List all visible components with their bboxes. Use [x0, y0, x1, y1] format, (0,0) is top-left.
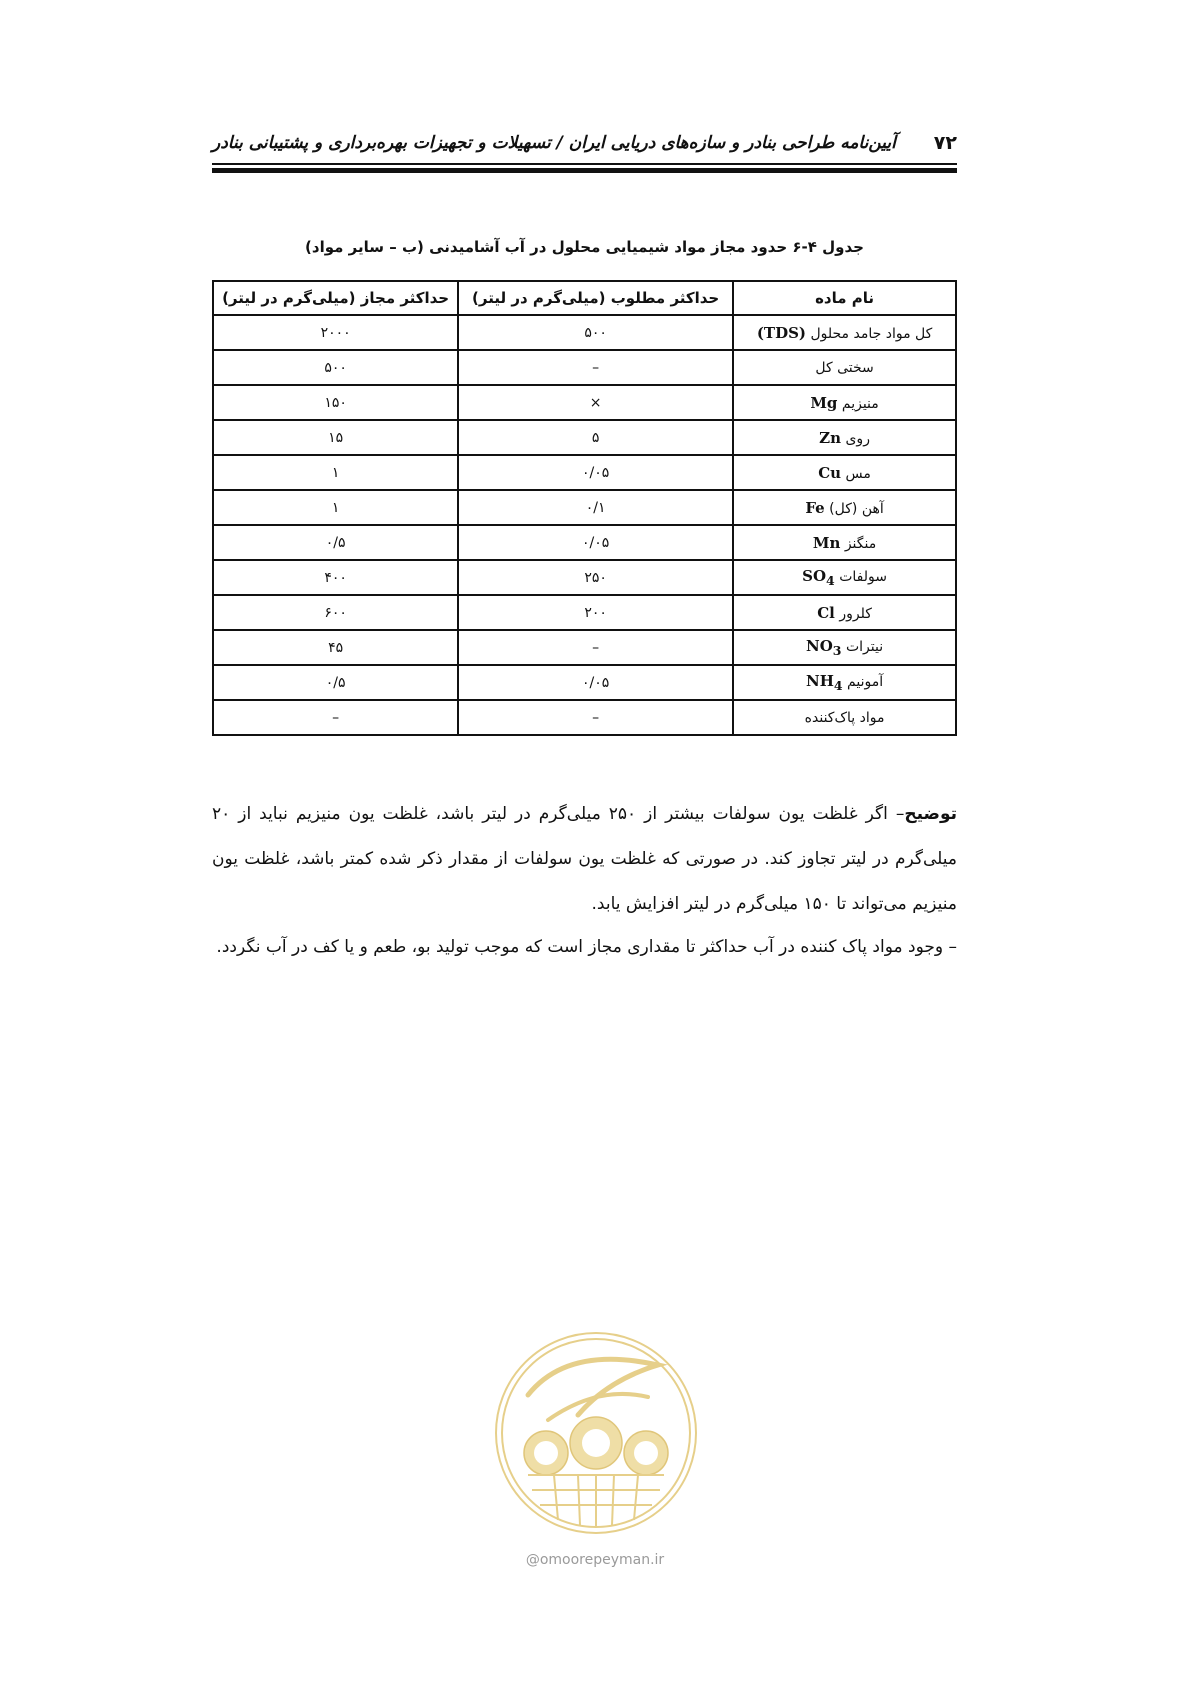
- allowed-limit-cell: ۰/۵: [213, 665, 458, 700]
- table-row: [213, 630, 956, 665]
- allowed-limit-cell: –: [213, 700, 458, 735]
- desired-limit-cell: ۲۰۰: [458, 595, 733, 630]
- column-header-substance: نام ماده: [733, 281, 956, 315]
- desired-limit-cell: ۰/۰۵: [458, 525, 733, 560]
- chemical-symbol-text: Mg: [810, 393, 838, 412]
- allowed-limit-cell: ۱۵: [213, 420, 458, 455]
- chemical-symbol-text: Cu: [818, 463, 842, 482]
- desired-limit-cell: ۵: [458, 420, 733, 455]
- substance-name: سختی کل: [815, 359, 874, 376]
- substance-cell: [733, 630, 956, 665]
- substance-name: مس: [845, 465, 871, 482]
- page-header: [212, 128, 957, 158]
- page-number: ۷۲: [933, 132, 957, 154]
- watermark-url: [470, 1552, 720, 1568]
- chemical-symbol: [818, 464, 841, 482]
- substance-cell: [733, 350, 956, 385]
- header-rule-thick: [212, 168, 957, 173]
- desired-limit-cell: –: [458, 630, 733, 665]
- desired-limit-cell: ۲۵۰: [458, 560, 733, 595]
- chemical-symbol-text: NH: [806, 672, 834, 690]
- column-header-allowed: حداکثر مجاز (میلی‌گرم در لیتر): [213, 281, 458, 315]
- chemical-symbol-text: (TDS): [756, 323, 807, 342]
- allowed-limit-cell: ۲۰۰۰: [213, 315, 458, 350]
- book-title: آیین‌نامه طراحی بنادر و سازه‌های دریایی ایران / تسهیلات و تجهیزات بهره‌برداری و پشتیبانی بنادر: [212, 133, 896, 153]
- note-text-1: – اگر غلظت یون سولفات بیشتر از ۲۵۰ میلی‌گرم در لیتر باشد، غلظت یون منیزیم نباید از ۲۰ میلی‌گرم در لیتر تجاوز کند. در صورتی که غلظت یون سولفات از مقدار ذکر شده کمتر باشد، غلظت یون منیزیم می‌تواند تا ۱۵۰ میلی‌گرم در لیتر افزایش یابد.: [212, 804, 957, 914]
- allowed-limit-cell: ۱۵۰: [213, 385, 458, 420]
- table-row: [213, 350, 956, 385]
- substance-name: آمونیم: [847, 674, 884, 690]
- substance-name: آهن (کل): [829, 500, 884, 517]
- allowed-limit-cell: ۴۵: [213, 630, 458, 665]
- at-icon: @: [525, 1552, 540, 1568]
- table-row: [213, 385, 956, 420]
- chemical-symbol-text: NO: [806, 637, 833, 655]
- substance-name: سولفات: [839, 569, 887, 585]
- column-header-desired: حداکثر مطلوب (میلی‌گرم در لیتر): [458, 281, 733, 315]
- chemical-symbol: [806, 672, 843, 693]
- substance-name: روی: [845, 430, 870, 447]
- allowed-limit-cell: ۰/۵: [213, 525, 458, 560]
- table-row: [213, 420, 956, 455]
- desired-limit-cell: ۰/۰۵: [458, 455, 733, 490]
- substance-cell: [733, 595, 956, 630]
- substance-name: منیزیم: [841, 395, 879, 412]
- desired-limit-cell: –: [458, 700, 733, 735]
- chemical-symbol-text: Zn: [819, 428, 842, 447]
- header-rule-thin: [212, 163, 957, 165]
- substance-cell: [733, 455, 956, 490]
- substance-cell: [733, 490, 956, 525]
- chemical-symbol: [802, 567, 835, 588]
- chemical-symbol: [813, 534, 841, 552]
- chemical-symbol: [819, 429, 841, 447]
- desired-limit-cell: ۵۰۰: [458, 315, 733, 350]
- chemical-symbol: [810, 394, 837, 412]
- watermark-url-text: omoorepeyman.ir: [539, 1552, 665, 1568]
- chemical-symbol-text: SO: [802, 567, 827, 585]
- table-header-row: [213, 281, 956, 315]
- substance-name: کل مواد جامد محلول: [810, 325, 933, 342]
- desired-limit-cell: ×: [458, 385, 733, 420]
- allowed-limit-cell: ۱: [213, 455, 458, 490]
- allowed-limit-cell: ۴۰۰: [213, 560, 458, 595]
- substance-cell: [733, 385, 956, 420]
- note-paragraph-2: – وجود مواد پاک کننده در آب حداکثر تا مقداری مجاز است که موجب تولید بو، طعم و یا کف در آب نگردد.: [216, 937, 957, 957]
- substance-cell: [733, 315, 956, 350]
- substance-name: کلرور: [839, 605, 872, 622]
- desired-limit-cell: ۰/۱: [458, 490, 733, 525]
- table-row: [213, 560, 956, 595]
- note-label: توضیح: [904, 804, 958, 824]
- allowed-limit-cell: ۶۰۰: [213, 595, 458, 630]
- chemical-symbol: [805, 499, 824, 517]
- chemical-subscript: 4: [833, 678, 843, 693]
- chemical-symbol: [757, 324, 806, 342]
- desired-limit-cell: ۰/۰۵: [458, 665, 733, 700]
- chemical-symbol-text: Cl: [817, 603, 835, 622]
- substance-cell: [733, 665, 956, 700]
- table-row: [213, 595, 956, 630]
- publisher-logo-watermark: [488, 1325, 704, 1541]
- table-body: [213, 315, 956, 735]
- chemical-subscript: 4: [826, 573, 835, 588]
- substance-cell: [733, 525, 956, 560]
- substance-name: نیترات: [845, 639, 884, 655]
- substance-name: مواد پاک‌کننده: [804, 709, 885, 726]
- note-paragraph-1: [212, 792, 957, 927]
- substance-name: منگنز: [844, 535, 877, 552]
- substance-cell: [733, 560, 956, 595]
- chemical-limits-table: [212, 280, 957, 736]
- table-caption: جدول ۴-۶ حدود مجاز مواد شیمیایی محلول در آب آشامیدنی (ب – سایر مواد): [305, 238, 864, 256]
- substance-cell: [733, 700, 956, 735]
- desired-limit-cell: –: [458, 350, 733, 385]
- allowed-limit-cell: ۱: [213, 490, 458, 525]
- table-row: [213, 455, 956, 490]
- substance-cell: [733, 420, 956, 455]
- table-row: [213, 700, 956, 735]
- chemical-subscript: 3: [832, 643, 842, 658]
- chemical-symbol-text: Mn: [812, 533, 841, 552]
- chemical-symbol: [817, 604, 835, 622]
- chemical-symbol-text: Fe: [805, 498, 825, 517]
- table-row: [213, 315, 956, 350]
- table-row: [213, 665, 956, 700]
- allowed-limit-cell: ۵۰۰: [213, 350, 458, 385]
- table-row: [213, 490, 956, 525]
- table-row: [213, 525, 956, 560]
- chemical-symbol: [806, 637, 842, 658]
